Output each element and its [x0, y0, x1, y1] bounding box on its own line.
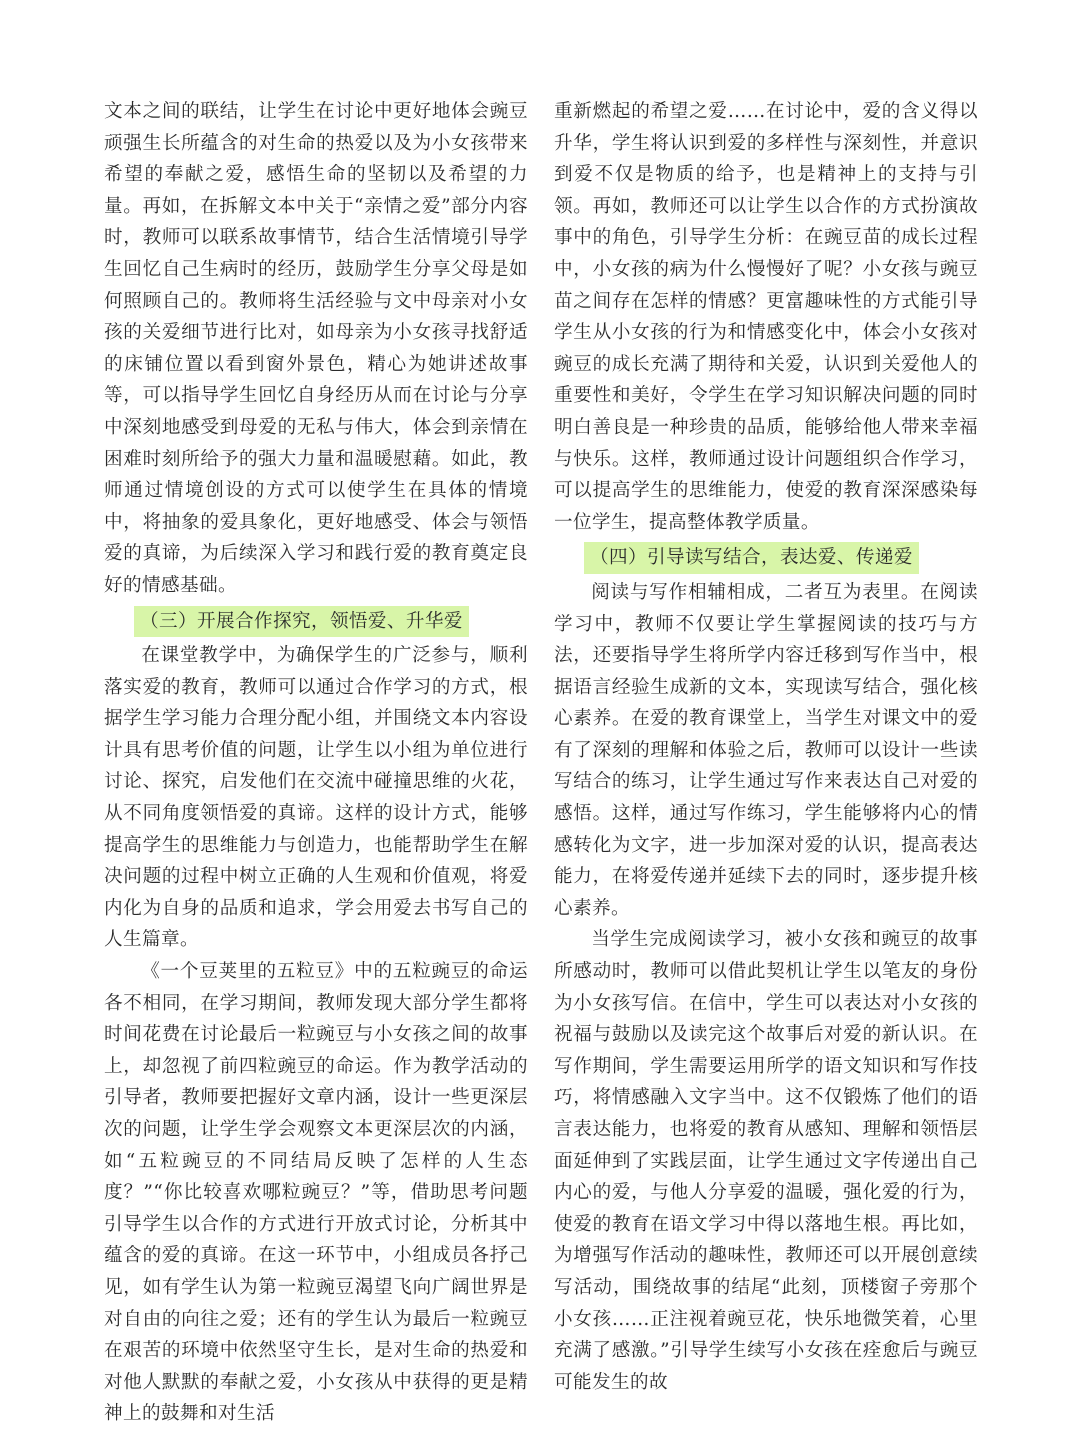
right-paragraph-letter-writing: 当学生完成阅读学习，被小女孩和豌豆的故事所感动时，教师可以借此契机让学生以笔友的身份为小女孩写信。在信中，学生可以表达对小女孩的祝福与鼓励以及读完这个故事后对爱的新认识。在写作期间，学生需要运用所学的语文知识和写作技巧，将情感融入文字当中。这不仅锻炼了他们的语言表达能力，也将爱的教育从感知、理解和领悟层面延伸到了实践层面，让学生通过文字传递出自己内心的爱，与他人分享爱的温暖，强化爱的行为，使爱的教育在语文学习中得以落地生根。再比如，为增强写作活动的趣味性，教师还可以开展创意续写活动，围绕故事的结尾“此刻，顶楼窗子旁那个小女孩……正注视着豌豆花，快乐地微笑着，心里充满了感激。”引导学生续写小女孩在痊愈后与豌豆可能发生的故: [554, 929, 978, 1393]
left-paragraph-continued: 文本之间的联结，让学生在讨论中更好地体会豌豆顽强生长所蕴含的对生命的热爱以及为小女孩带来希望的奉献之爱，感悟生命的坚韧以及希望的力量。再如，在拆解文本中关于“亲情之爱”部分内容时，教师可以联系故事情节，结合生活情境引导学生回忆自己生病时的经历，鼓励学生分享父母是如何照顾自己的。教师将生活经验与文中母亲对小女孩的关爱细节进行比对，如母亲为小女孩寻找舒适的床铺位置以看到窗外景色，精心为她讲述故事等，可以指导学生回忆自身经历从而在讨论与分享中深刻地感受到母爱的无私与伟大，体会到亲情在困难时刻所给予的强大力量和温暖慰藉。如此，教师通过情境创设的方式可以使学生在具体的情境中，将抽象的爱具象化，更好地感受、体会与领悟爱的真谛，为后续深入学习和践行爱的教育奠定良好的情感基础。: [104, 101, 528, 596]
right-column: [554, 96, 978, 1398]
section-three-heading-row: [104, 606, 528, 638]
left-column: [104, 96, 528, 1430]
left-paragraph-cooperative-learning: 在课堂教学中，为确保学生的广泛参与，顺利落实爱的教育，教师可以通过合作学习的方式，根据学生学习能力合理分配小组，并围绕文本内容设计具有思考价值的问题，让学生以小组为单位进行讨论、探究，启发他们在交流中碰撞思维的火花，从不同角度领悟爱的真谛。这样的设计方式，能够提高学生的思维能力与创造力，也能帮助学生在解决问题的过程中树立正确的人生观和价值观，将爱内化为自身的品质和追求，学会用爱去书写自己的人生篇章。: [104, 645, 528, 951]
right-paragraph-reading-writing: 阅读与写作相辅相成，二者互为表里。在阅读学习中，教师不仅要让学生掌握阅读的技巧与方法，还要指导学生将所学内容迁移到写作当中，根据语言经验生成新的文本，实现读写结合，强化核心素养。在爱的教育课堂上，当学生对课文中的爱有了深刻的理解和体验之后，教师可以设计一些读写结合的练习，让学生通过写作来表达自己对爱的感悟。这样，通过写作练习，学生能够将内心的情感转化为文字，进一步加深对爱的认识，提高表达能力，在将爱传递并延续下去的同时，逐步提升核心素养。: [554, 581, 978, 919]
left-paragraph-five-peas: 《一个豆荚里的五粒豆》中的五粒豌豆的命运各不相同，在学习期间，教师发现大部分学生都将时间花费在讨论最后一粒豌豆与小女孩之间的故事上，却忽视了前四粒豌豆的命运。作为教学活动的引导者，教师要把握好文章内涵，设计一些更深层次的问题，让学生学会观察文本更深层次的内涵，如“五粒豌豆的不同结局反映了怎样的人生态度？”“你比较喜欢哪粒豌豆？”等，借助思考问题引导学生以合作的方式进行开放式讨论，分析其中蕴含的爱的真谛。在这一环节中，小组成员各抒己见，如有学生认为第一粒豌豆渴望飞向广阔世界是对自由的向往之爱；还有的学生认为最后一粒豌豆在艰苦的环境中依然坚守生长，是对生命的热爱和对他人默默的奉献之爱，小女孩从中获得的更是精神上的鼓舞和对生活: [104, 961, 528, 1425]
section-three-heading: （三）开展合作探究，领悟爱、升华爱: [134, 606, 469, 638]
section-four-heading-row: [554, 542, 978, 574]
section-four-heading: （四）引导读写结合，表达爱、传递爱: [584, 542, 919, 574]
right-paragraph-continued: 重新燃起的希望之爱……在讨论中，爱的含义得以升华，学生将认识到爱的多样性与深刻性，并意识到爱不仅是物质的给予，也是精神上的支持与引领。再如，教师还可以让学生以合作的方式扮演故事中的角色，引导学生分析：在豌豆苗的成长过程中，小女孩的病为什么慢慢好了呢？小女孩与豌豆苗之间存在怎样的情感？更富趣味性的方式能引导学生从小女孩的行为和情感变化中，体会小女孩对豌豆的成长充满了期待和关爱，认识到关爱他人的重要性和美好，令学生在学习知识解决问题的同时明白善良是一种珍贵的品质，能够给他人带来幸福与快乐。这样，教师通过设计问题组织合作学习，可以提高学生的思维能力，使爱的教育深深感染每一位学生，提高整体教学质量。: [554, 101, 978, 533]
